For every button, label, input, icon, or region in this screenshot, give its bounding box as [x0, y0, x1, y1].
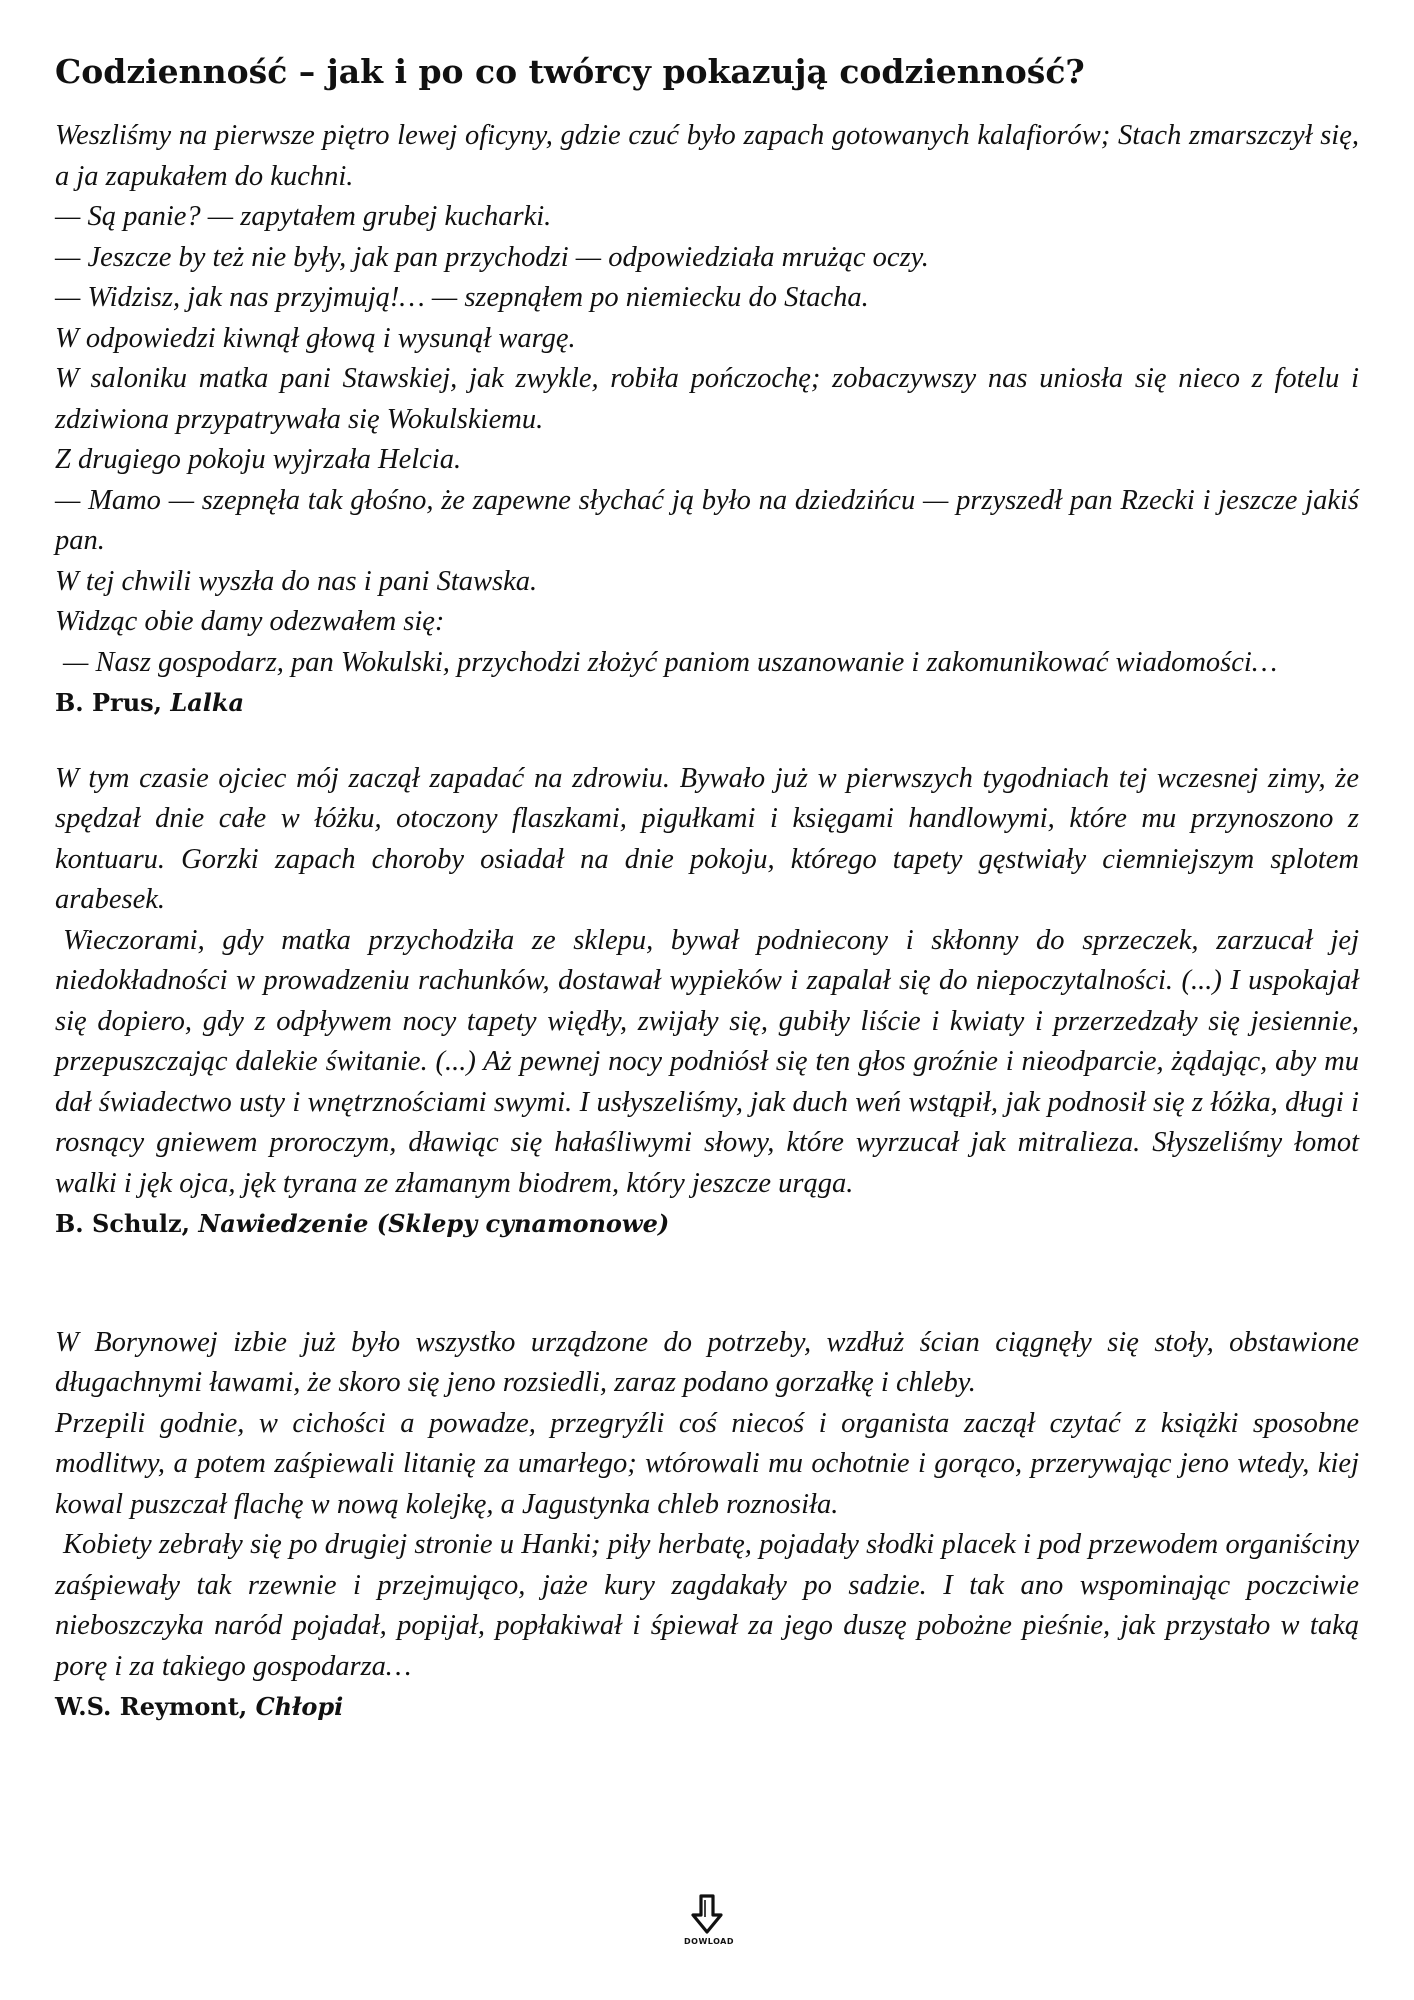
excerpt-attribution — [55, 683, 1359, 724]
excerpt-paragraph: Kobiety zebrały się po drugiej stronie u Hanki; piły herbatę, pojadały słodki placek i pod przewodem organiściny zaśpiewały tak rzewnie i przejmująco, jaże kury zagdakały po sadzie. I tak ano wspominając poczciwie nieboszczyka naród pojadał, popijał, popłakiwał i śpiewał za jego duszę pobożne pieśnie, jak przystało w taką porę i za takiego gospodarza… — [55, 1529, 1359, 1682]
excerpt-reymont-chlopi — [55, 1323, 1359, 1728]
excerpt-paragraph: Przepili godnie, w cichości a powadze, przegryźli coś niecoś i organista zaczął czytać z książki sposobne modlitwy, a potem zaśpiewali litanię za umarłego; wtórowali mu ochotnie i gorąco, przerywając jeno wtedy, kiej kowal puszczał flachę w nową kolejkę, a Jagustynka chleb roznosiła. — [55, 1407, 1359, 1520]
excerpt-paragraph: Widząc obie damy odezwałem się: — [55, 606, 445, 637]
work-title: Lalka — [170, 688, 245, 717]
excerpt-paragraph: Weszliśmy na pierwsze piętro lewej oficyny, gdzie czuć było zapach gotowanych kalafiorów; Stach zmarszczył się, a ja zapukałem do kuchni. — [55, 120, 1359, 192]
author-name: W.S. Reymont, — [55, 1692, 248, 1721]
author-name: B. Schulz, — [55, 1209, 190, 1238]
work-title: Nawiedzenie (Sklepy cynamonowe) — [198, 1209, 670, 1238]
work-title: Chłopi — [255, 1692, 344, 1721]
excerpt-attribution — [55, 1687, 1359, 1728]
excerpt-attribution — [55, 1204, 1359, 1245]
excerpt-paragraph: — Widzisz, jak nas przyjmują!… — szepnąłem po niemiecku do Stacha. — [55, 282, 869, 313]
excerpt-paragraph: — Mamo — szepnęła tak głośno, że zapewne słychać ją było na dziedzińcu — przyszedł pan Rzecki i jeszcze jakiś pan. — [55, 484, 1359, 556]
excerpt-paragraph: W tym czasie ojciec mój zaczął zapadać na zdrowiu. Bywało już w pierwszych tygodniach tej wczesnej zimy, że spędzał dnie całe w łóżku, otoczony flaszkami, pigułkami i księgami handlowymi, które mu przynoszono z kontuaru. Gorzki zapach choroby osiadał na dnie pokoju, którego tapety gęstwiały ciemniejszym splotem arabesek. — [55, 762, 1359, 915]
document-page — [55, 50, 1359, 1728]
download-logo — [684, 1893, 734, 1953]
excerpt-paragraph: — Jeszcze by też nie były, jak pan przychodzi — odpowiedziała mrużąc oczy. — [55, 241, 929, 273]
logo-text: DOWLOAD — [684, 1937, 734, 1946]
excerpt-paragraph: W odpowiedzi kiwnął głową i wysunął wargę. — [55, 322, 576, 354]
author-name: B. Prus, — [55, 688, 163, 717]
excerpt-paragraph: Wieczorami, gdy matka przychodziła ze sklepu, bywał podniecony i skłonny do sprzeczek, zarzucał jej niedokładności w prowadzeniu rachunków, dostawał wypieków i zapalał się do niepoczytalności. (...) I uspokajał się dopiero, gdy z odpływem nocy tapety więdły, zwijały się, gubiły liście i kwiaty i przerzedzały się jesiennie, przepuszczając dalekie świtanie. (...) Aż pewnej nocy podniósł się ten głos groźnie i nieodparcie, żądając, aby mu dał świadectwo usty i wnętrznościami swymi. I usłyszeliśmy, jak duch weń wstąpił, jak podnosił się z łóżka, długi i rosnący gniewem proroczym, dławiąc się hałaśliwymi słowy, które wyrzucał jak mitralieza. Słyszeliśmy łomot walki i jęk ojca, jęk tyrana ze złamanym biodrem, który jeszcze urąga. — [55, 924, 1359, 1199]
download-arrow-icon — [684, 1893, 730, 1937]
excerpt-paragraph: — Są panie? — zapytałem grubej kucharki. — [55, 201, 552, 232]
excerpt-paragraph: — Nasz gospodarz, pan Wokulski, przychodzi złożyć paniom uszanowanie i zakomunikować wiadomości… — [63, 646, 1278, 678]
excerpt-paragraph: W tej chwili wyszła do nas i pani Stawska. — [55, 565, 538, 597]
excerpt-paragraph: Z drugiego pokoju wyjrzała Helcia. — [55, 444, 462, 475]
excerpt-schulz-nawiedzenie — [55, 759, 1359, 1245]
excerpt-paragraph: W Borynowej izbie już było wszystko urządzone do potrzeby, wzdłuż ścian ciągnęły się stoły, obstawione długachnymi ławami, że skoro się jeno rozsiedli, zaraz podano gorzałkę i chleby. — [55, 1326, 1359, 1398]
page-title: Codzienność – jak i po co twórcy pokazują codzienność? — [55, 52, 1085, 91]
excerpt-prus-lalka — [55, 116, 1359, 724]
excerpt-paragraph: W saloniku matka pani Stawskiej, jak zwykle, robiła pończochę; zobaczywszy nas uniosła się nieco z fotelu i zdziwiona przypatrywała się Wokulskiemu. — [55, 363, 1359, 435]
